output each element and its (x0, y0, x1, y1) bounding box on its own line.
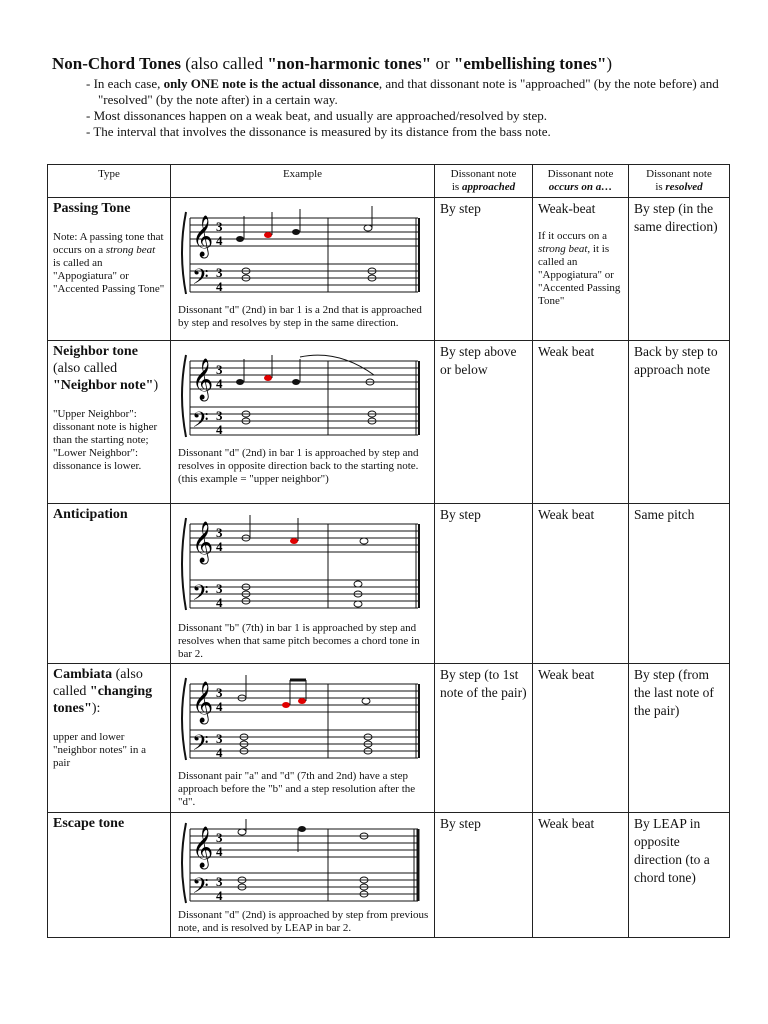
svg-text:4: 4 (216, 595, 223, 610)
example-cell (171, 664, 435, 813)
bullet-1: - In each case, only ONE note is the actual dissonance, and that dissonant note is "approached" (by the note before) and "resolved" (by the note after) in a certain way. (64, 76, 732, 108)
svg-text:𝄞: 𝄞 (192, 216, 214, 257)
svg-text:𝄞: 𝄞 (192, 359, 214, 400)
intro-bullets (52, 76, 732, 140)
header-occurs: Dissonant note occurs on a… (533, 165, 629, 198)
header-type: Type (48, 165, 171, 198)
table-header-row (48, 165, 730, 198)
grand-staff-example (178, 347, 428, 445)
svg-text:3: 3 (216, 265, 223, 280)
svg-text:3: 3 (216, 408, 223, 423)
type-note: upper and lower "neighbor notes" in a pair (53, 731, 146, 769)
approached-cell: By step above or below (435, 341, 533, 504)
svg-text:4: 4 (216, 233, 223, 248)
example-caption: Dissonant "b" (7th) in bar 1 is approached by step and resolves when that same pitch becomes a chord tone in bar 2. (178, 622, 420, 660)
svg-text:3: 3 (216, 362, 223, 377)
svg-text:3: 3 (216, 219, 223, 234)
example-caption: Dissonant pair "a" and "d" (7th and 2nd) have a step approach before the "b" and a step resolution after the "d". (178, 770, 416, 808)
svg-text:3: 3 (216, 581, 223, 596)
table-row (48, 341, 730, 504)
page-title: Non-Chord Tones (also called "non-harmonic tones" or "embellishing tones") (52, 54, 613, 73)
svg-text:3: 3 (216, 525, 223, 540)
svg-text:𝄞: 𝄞 (192, 682, 214, 723)
header-approached: Dissonant note is approached (435, 165, 533, 198)
approached-cell: By step (to 1st note of the pair) (435, 664, 533, 813)
resolved-cell: By LEAP in opposite direction (to a chord tone) (629, 813, 730, 938)
resolved-cell: Same pitch (629, 504, 730, 664)
svg-text:𝄢: 𝄢 (192, 581, 209, 611)
svg-text:𝄢: 𝄢 (192, 265, 209, 295)
example-cell (171, 504, 435, 664)
type-cell: Neighbor tone (also called "Neighbor note") "Upper Neighbor": dissonant note is higher than the starting note; "Lower Neighbor": dissonance is lower. (48, 341, 171, 504)
svg-text:4: 4 (216, 422, 223, 437)
svg-text:4: 4 (216, 279, 223, 294)
grand-staff-example (178, 204, 428, 302)
approached-cell: By step (435, 198, 533, 341)
resolved-cell: By step (in the same direction) (629, 198, 730, 341)
table-row (48, 504, 730, 664)
occurs-cell: Weak beat (533, 813, 629, 938)
svg-text:3: 3 (216, 874, 223, 889)
occurs-cell: Weak-beat If it occurs on a strong beat, it is called an "Appogiatura" or "Accented Passing Tone" (533, 198, 629, 341)
svg-text:4: 4 (216, 745, 223, 760)
type-cell: Passing Tone Note: A passing tone that occurs on a strong beat is called an "Appogiatura" or "Accented Passing Tone" (48, 198, 171, 341)
type-note: "Upper Neighbor": dissonant note is higher than the starting note; "Lower Neighbor": dissonance is lower. (53, 408, 158, 472)
example-caption: Dissonant "d" (2nd) in bar 1 is a 2nd that is approached by step and resolves by step in the same direction. (178, 304, 422, 329)
type-note: Note: A passing tone that occurs on a strong beat is called an "Appogiatura" or "Accented Passing Tone" (53, 231, 165, 295)
occurs-cell: Weak beat (533, 504, 629, 664)
grand-staff-example (178, 819, 428, 907)
type-cell: Escape tone (48, 813, 171, 938)
grand-staff-example (178, 510, 428, 620)
example-cell (171, 198, 435, 341)
svg-text:𝄢: 𝄢 (192, 731, 209, 761)
header-resolved: Dissonant note is resolved (629, 165, 730, 198)
occurs-cell: Weak beat (533, 664, 629, 813)
approached-cell: By step (435, 504, 533, 664)
svg-text:𝄢: 𝄢 (192, 874, 209, 904)
svg-text:3: 3 (216, 731, 223, 746)
svg-text:4: 4 (216, 699, 223, 714)
resolved-cell: By step (from the last note of the pair) (629, 664, 730, 813)
svg-text:4: 4 (216, 888, 223, 903)
svg-text:𝄞: 𝄞 (192, 522, 214, 563)
type-cell: Cambiata (also called "changing tones"): upper and lower "neighbor notes" in a pair (48, 664, 171, 813)
occurs-note: If it occurs on a strong beat, it is called an "Appogiatura" or "Accented Passing Tone" (538, 230, 621, 307)
occurs-cell: Weak beat (533, 341, 629, 504)
svg-text:𝄢: 𝄢 (192, 408, 209, 438)
resolved-cell: Back by step to approach note (629, 341, 730, 504)
grand-staff-example (178, 670, 428, 768)
type-cell: Anticipation (48, 504, 171, 664)
svg-text:4: 4 (216, 376, 223, 391)
bullet-3: - The interval that involves the dissonance is measured by its distance from the bass note. (64, 124, 732, 140)
table-row (48, 198, 730, 341)
header-example: Example (171, 165, 435, 198)
svg-text:3: 3 (216, 685, 223, 700)
svg-text:3: 3 (216, 830, 223, 845)
header (52, 54, 732, 140)
svg-text:𝄞: 𝄞 (192, 827, 214, 868)
svg-text:4: 4 (216, 844, 223, 859)
svg-text:4: 4 (216, 539, 223, 554)
example-caption: Dissonant "d" (2nd) is approached by step from previous note, and is resolved by LEAP in bar 2. (178, 909, 429, 934)
table-row (48, 813, 730, 938)
example-cell (171, 341, 435, 504)
bullet-2: - Most dissonances happen on a weak beat, and usually are approached/resolved by step. (64, 108, 732, 124)
example-caption: Dissonant "d" (2nd) in bar 1 is approached by step and resolves in opposite direction back to the starting note. (this example = "upper neighbor") (178, 447, 419, 485)
example-cell (171, 813, 435, 938)
non-chord-tones-table (47, 164, 730, 938)
table-row (48, 664, 730, 813)
approached-cell: By step (435, 813, 533, 938)
